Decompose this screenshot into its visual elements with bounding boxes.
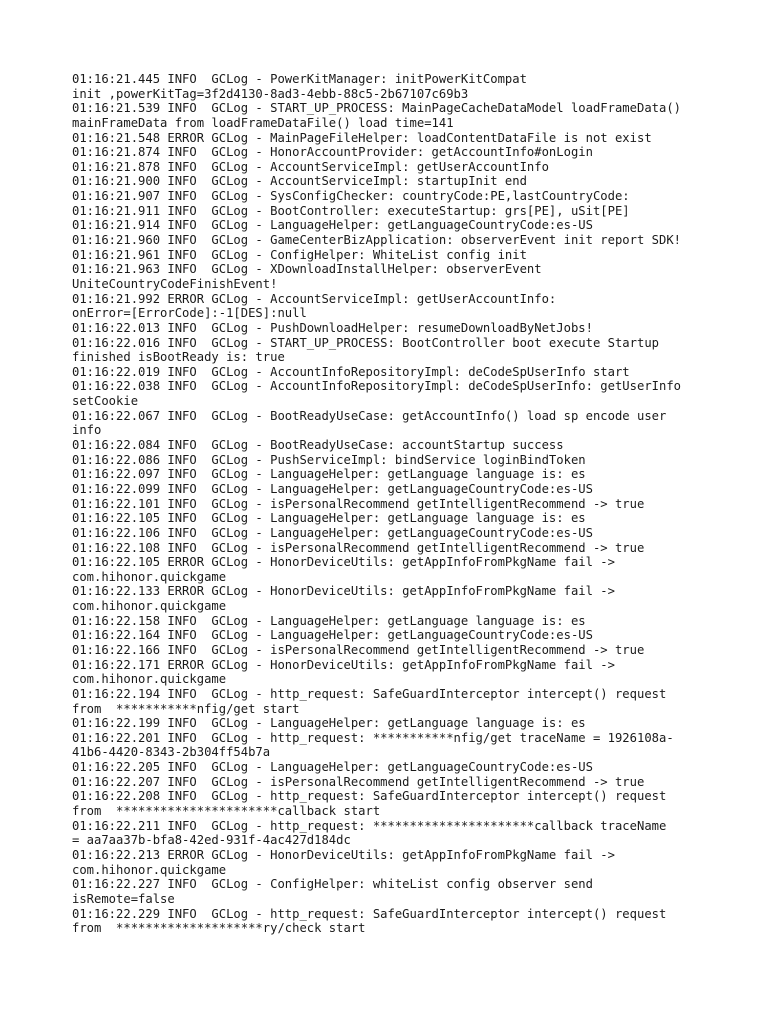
log-line: 01:16:22.038 INFO GCLog - AccountInfoRepositoryImpl: deCodeSpUserInfo: getUserInfo xyxy=(72,379,682,394)
log-line: 01:16:22.013 INFO GCLog - PushDownloadHelper: resumeDownloadByNetJobs! xyxy=(72,320,593,335)
log-line: 01:16:21.914 INFO GCLog - LanguageHelper: getLanguageCountryCode:es-US xyxy=(72,218,593,233)
log-line: setCookie xyxy=(72,394,139,409)
log-line: UniteCountryCodeFinishEvent! xyxy=(72,276,278,291)
log-line: from **********************callback start xyxy=(72,804,381,819)
log-line: 01:16:22.194 INFO GCLog - http_request: SafeGuardInterceptor intercept() request xyxy=(72,686,667,701)
log-line: 01:16:22.108 INFO GCLog - isPersonalRecommend getIntelligentRecommend -> true xyxy=(72,540,645,555)
log-line: 01:16:22.019 INFO GCLog - AccountInfoRepositoryImpl: deCodeSpUserInfo start xyxy=(72,364,630,379)
log-line: 01:16:21.900 INFO GCLog - AccountServiceImpl: startupInit end xyxy=(72,174,527,189)
log-line: 01:16:21.961 INFO GCLog - ConfigHelper: WhiteList config init xyxy=(72,247,527,262)
log-line: com.hihonor.quickgame xyxy=(72,569,227,584)
log-line: com.hihonor.quickgame xyxy=(72,672,227,687)
log-line: com.hihonor.quickgame xyxy=(72,599,227,614)
log-line: mainFrameData from loadFrameDataFile() load time=141 xyxy=(72,115,454,130)
log-line: 01:16:22.105 ERROR GCLog - HonorDeviceUtils: getAppInfoFromPkgName fail -> xyxy=(72,555,615,570)
log-line: 01:16:22.229 INFO GCLog - http_request: SafeGuardInterceptor intercept() request xyxy=(72,906,667,921)
log-line: 01:16:21.878 INFO GCLog - AccountServiceImpl: getUserAccountInfo xyxy=(72,159,549,174)
log-line: 01:16:22.086 INFO GCLog - PushServiceImpl: bindService loginBindToken xyxy=(72,452,586,467)
log-line: 01:16:22.164 INFO GCLog - LanguageHelper: getLanguageCountryCode:es-US xyxy=(72,628,593,643)
log-line: 01:16:22.106 INFO GCLog - LanguageHelper: getLanguageCountryCode:es-US xyxy=(72,525,593,540)
log-line: finished isBootReady is: true xyxy=(72,350,285,365)
log-line: 01:16:21.445 INFO GCLog - PowerKitManager: initPowerKitCompat xyxy=(72,72,527,86)
log-line: 01:16:22.171 ERROR GCLog - HonorDeviceUtils: getAppInfoFromPkgName fail -> xyxy=(72,657,615,672)
log-line: isRemote=false xyxy=(72,891,175,906)
log-line: 01:16:22.158 INFO GCLog - LanguageHelper: getLanguage language is: es xyxy=(72,613,586,628)
log-line: 01:16:21.960 INFO GCLog - GameCenterBizApplication: observerEvent init report SDK! xyxy=(72,233,682,248)
log-line: 01:16:22.205 INFO GCLog - LanguageHelper: getLanguageCountryCode:es-US xyxy=(72,760,593,775)
log-line: 01:16:21.963 INFO GCLog - XDownloadInstallHelper: observerEvent xyxy=(72,262,542,277)
log-line: 01:16:21.992 ERROR GCLog - AccountServiceImpl: getUserAccountInfo: xyxy=(72,291,557,306)
log-line: 01:16:22.207 INFO GCLog - isPersonalRecommend getIntelligentRecommend -> true xyxy=(72,774,645,789)
log-line: 01:16:21.548 ERROR GCLog - MainPageFileHelper: loadContentDataFile is not exist xyxy=(72,130,652,145)
log-line: from ***********nfig/get start xyxy=(72,701,300,716)
log-line: 01:16:22.208 INFO GCLog - http_request: SafeGuardInterceptor intercept() request xyxy=(72,789,667,804)
log-line: 01:16:22.105 INFO GCLog - LanguageHelper: getLanguage language is: es xyxy=(72,511,586,526)
log-line: 01:16:22.101 INFO GCLog - isPersonalRecommend getIntelligentRecommend -> true xyxy=(72,496,645,511)
log-line: 01:16:21.911 INFO GCLog - BootController: executeStartup: grs[PE], uSit[PE] xyxy=(72,203,630,218)
log-line: 01:16:22.166 INFO GCLog - isPersonalRecommend getIntelligentRecommend -> true xyxy=(72,642,645,657)
log-line: com.hihonor.quickgame xyxy=(72,862,227,877)
log-line: 01:16:22.067 INFO GCLog - BootReadyUseCase: getAccountInfo() load sp encode user xyxy=(72,408,667,423)
log-line: 01:16:22.099 INFO GCLog - LanguageHelper: getLanguageCountryCode:es-US xyxy=(72,481,593,496)
log-line: from ********************ry/check start xyxy=(72,921,366,936)
log-line: init ,powerKitTag=3f2d4130-8ad3-4ebb-88c5-2b67107c69b3 xyxy=(72,86,469,101)
log-line: onError=[ErrorCode]:-1[DES]:null xyxy=(72,306,307,321)
log-line: 01:16:22.199 INFO GCLog - LanguageHelper: getLanguage language is: es xyxy=(72,716,586,731)
log-text-block xyxy=(72,72,712,936)
log-line: 01:16:22.133 ERROR GCLog - HonorDeviceUtils: getAppInfoFromPkgName fail -> xyxy=(72,584,615,599)
log-line: = aa7aa37b-bfa8-42ed-931f-4ac427d184dc xyxy=(72,833,351,848)
log-line: info xyxy=(72,423,102,438)
log-line: 01:16:22.016 INFO GCLog - START_UP_PROCESS: BootController boot execute Startup xyxy=(72,335,659,350)
log-line: 01:16:22.084 INFO GCLog - BootReadyUseCase: accountStartup success xyxy=(72,438,564,453)
log-line: 01:16:21.907 INFO GCLog - SysConfigChecker: countryCode:PE,lastCountryCode: xyxy=(72,189,630,204)
log-line: 01:16:22.227 INFO GCLog - ConfigHelper: whiteList config observer send xyxy=(72,877,593,892)
log-line: 41b6-4420-8343-2b304ff54b7a xyxy=(72,745,271,760)
log-line: 01:16:22.211 INFO GCLog - http_request: **********************callback traceName xyxy=(72,818,667,833)
log-line: 01:16:22.201 INFO GCLog - http_request: ***********nfig/get traceName = 1926108a- xyxy=(72,730,674,745)
log-line: 01:16:21.874 INFO GCLog - HonorAccountProvider: getAccountInfo#onLogin xyxy=(72,145,593,160)
log-line: 01:16:22.097 INFO GCLog - LanguageHelper: getLanguage language is: es xyxy=(72,467,586,482)
log-line: 01:16:21.539 INFO GCLog - START_UP_PROCESS: MainPageCacheDataModel loadFrameData() xyxy=(72,101,682,116)
log-line: 01:16:22.213 ERROR GCLog - HonorDeviceUtils: getAppInfoFromPkgName fail -> xyxy=(72,847,615,862)
